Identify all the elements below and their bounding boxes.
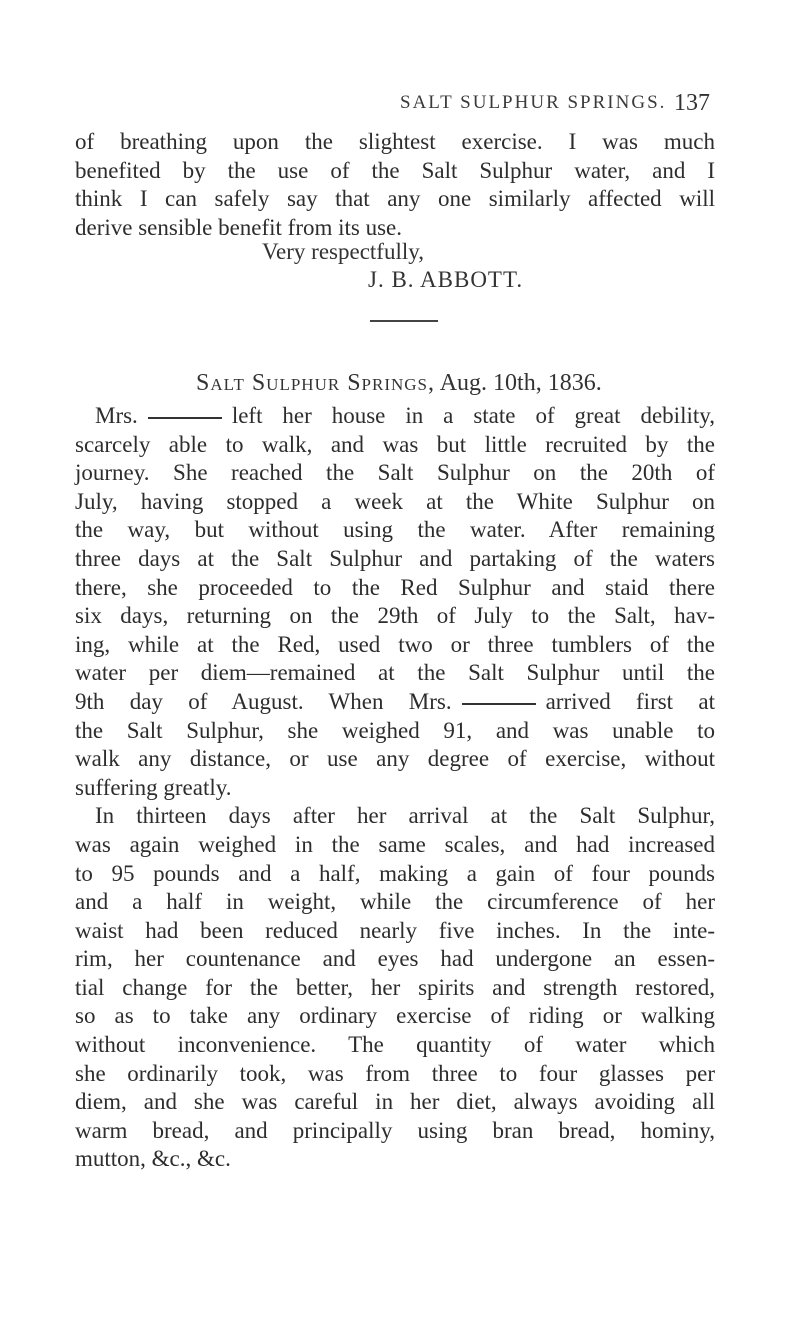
text-line: mutton, &c., &c. [75,1146,231,1172]
name-dash [148,417,222,419]
text-line: the Salt Sulphur, she weighed 91, and was unable to [75,717,715,743]
text-line: there, she proceeded to the Red Sulphur and staid there [75,574,715,600]
text-line: tial change for the better, her spirits and strength restored, [75,974,715,1000]
letter1-signature: J. B. ABBOTT. [368,267,524,292]
text-line: was again weighed in the same scales, and had increased [75,831,715,857]
text-line [75,688,715,717]
letter2-dateline [196,370,602,397]
name-prefix: Mrs. [95,403,138,428]
name-dash [462,703,536,705]
line-prefix: 9th day of August. When Mrs. [75,688,452,714]
running-head [110,92,710,122]
running-title: SALT SULPHUR SPRINGS. [400,92,667,113]
text-line [75,402,715,431]
text-line: to 95 pounds and a half, making a gain of four pounds [75,860,715,886]
text-line: scarcely able to walk, and was but little recruited by the [75,431,715,457]
text-line: rim, her countenance and eyes had undergone an essen- [75,946,715,972]
text-line: she ordinarily took, was from three to four glasses per [75,1060,715,1086]
text-line: three days at the Salt Sulphur and partaking of the waters [75,545,715,571]
text-line: water per diem—remained at the Salt Sulphur until the [75,660,715,686]
dateline-date: Aug. 10th, 1836. [439,370,602,396]
line-suffix: arrived first at [545,688,715,714]
text-line: derive sensible benefit from its use. [75,214,403,240]
letter1-closing: Very respectfully, [262,239,424,264]
page-number: 137 [674,90,710,116]
line-suffix: left her house in a state of great debility, [231,403,715,428]
text-line: In thirteen days after her arrival at the Salt Sulphur, [95,803,715,829]
text-line: and a half in weight, while the circumference of her [75,889,715,915]
text-line: ing, while at the Red, used two or three tumblers of the [75,631,715,657]
letter1-body [75,128,715,242]
text-line: without inconvenience. The quantity of water which [75,1032,715,1058]
text-line: benefited by the use of the Salt Sulphur water, and I [75,157,715,183]
text-line: six days, returning on the 29th of July to the Salt, hav- [75,603,715,629]
dateline-place: Salt Sulphur Springs, [196,370,435,396]
text-line: suffering greatly. [75,774,232,800]
letter2-body [75,402,715,1174]
text-line: diem, and she was careful in her diet, always avoiding all [75,1089,715,1115]
text-line: July, having stopped a week at the White Sulphur on [75,488,715,514]
text-line: of breathing upon the slightest exercise. I was much [75,129,715,154]
text-line: warm bread, and principally using bran bread, hominy, [75,1117,715,1143]
section-divider [370,320,438,322]
text-line: walk any distance, or use any degree of exercise, without [75,746,715,772]
text-line: journey. She reached the Salt Sulphur on the 20th of [75,460,715,486]
text-line: think I can safely say that any one similarly affected will [75,186,715,212]
text-line: waist had been reduced nearly five inches. In the inte- [75,917,715,943]
text-line: so as to take any ordinary exercise of riding or walking [75,1003,715,1029]
text-line: the way, but without using the water. After remaining [75,517,715,543]
